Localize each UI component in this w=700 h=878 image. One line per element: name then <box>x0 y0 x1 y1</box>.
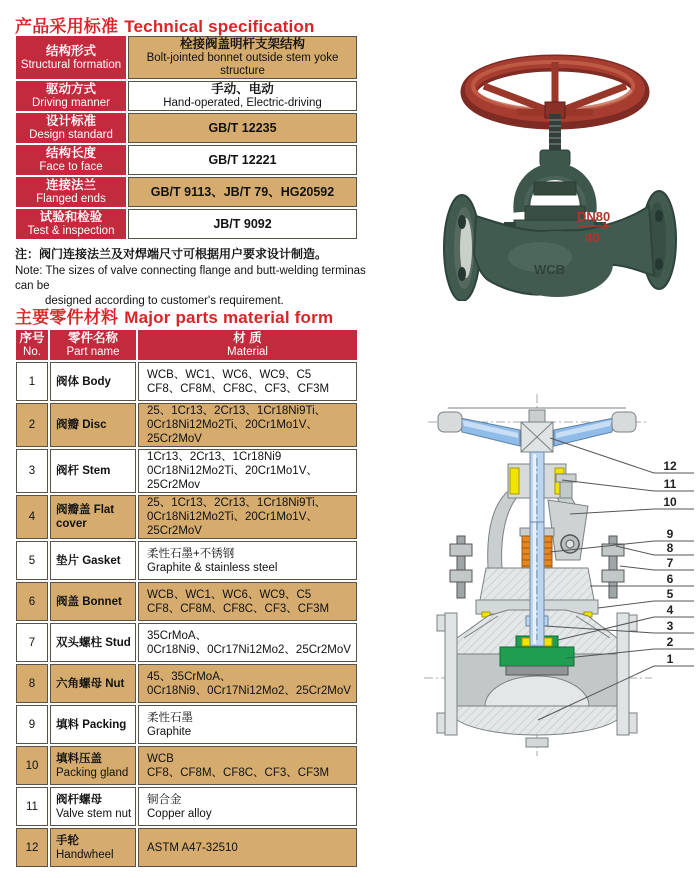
callout-number-5: 5 <box>666 587 674 601</box>
section2-title-en: Major parts material form <box>124 308 334 327</box>
part-material-line2: Copper alloy <box>147 807 212 820</box>
spec-row-value <box>128 209 357 239</box>
callout-number-7: 7 <box>666 556 674 570</box>
callout-number-9: 9 <box>666 527 674 541</box>
section2-title <box>15 303 333 328</box>
part-name <box>50 449 136 493</box>
note-line-en-1: Note: The sizes of valve connecting flange and butt-welding terminas can be <box>15 265 366 292</box>
photo-marking-dn: DN80 <box>577 209 611 224</box>
parts-table-row <box>16 664 357 703</box>
part-material-line1: WCB、WC1、WC6、WC9、C5 <box>147 588 312 601</box>
part-material <box>138 787 357 826</box>
spec-row-value-zh: GB/T 12221 <box>208 152 277 167</box>
part-name-line1: 填料压盖 <box>56 752 102 765</box>
spec-row-label <box>16 209 126 239</box>
spec-row-value-en: Hand-operated, Electric-driving <box>163 97 322 109</box>
section2-title-zh: 主要零件材料 <box>15 308 119 327</box>
note-line-en-2: designed according to customer's requirement. <box>45 295 284 307</box>
spec-row-label <box>16 113 126 143</box>
part-name <box>50 787 136 826</box>
part-name <box>50 705 136 744</box>
part-material <box>138 541 357 580</box>
parts-material-table <box>14 328 359 869</box>
spec-row-value <box>128 36 357 79</box>
diagram-handwheel <box>438 408 636 452</box>
header-material <box>138 330 357 360</box>
part-material-line2: CF8、CF8M、CF8C、CF3、CF3M <box>147 766 330 779</box>
part-no: 11 <box>16 787 48 826</box>
part-material-line1: 铜合金 <box>147 793 182 806</box>
header-no-zh: 序号 <box>19 331 45 345</box>
spec-row-value <box>128 177 357 207</box>
part-name-line1: 垫片 Gasket <box>56 554 121 567</box>
part-name-line1: 阀瓣 Disc <box>56 419 107 431</box>
part-name <box>50 664 136 703</box>
valve-section-diagram <box>398 388 698 770</box>
spec-row-value <box>128 81 357 111</box>
spec-row-label-zh: 结构长度 <box>45 146 96 160</box>
callout-number-10: 10 <box>663 495 677 509</box>
parts-table-row <box>16 403 357 447</box>
valve-photo <box>422 16 694 301</box>
parts-table-row <box>16 449 357 493</box>
part-name <box>50 495 136 539</box>
section1-title-zh: 产品采用标准 <box>15 17 119 36</box>
part-material-line1: 35CrMoA、 <box>147 629 208 642</box>
part-name-line1: 手轮 <box>56 834 79 847</box>
spec-table-row <box>16 209 357 239</box>
parts-table-row <box>16 582 357 621</box>
callout-leader-5 <box>598 601 694 608</box>
parts-table-row <box>16 746 357 785</box>
part-name <box>50 582 136 621</box>
spec-row-label-zh: 驱动方式 <box>45 82 96 96</box>
part-name-line1: 双头螺柱 Stud <box>56 636 131 649</box>
spec-row-value <box>128 113 357 143</box>
part-no: 10 <box>16 746 48 785</box>
part-name-line1: 阀杆螺母 <box>56 793 102 806</box>
header-no-en: No. <box>23 346 41 358</box>
part-name <box>50 623 136 662</box>
photo-marking-body: WCB <box>534 262 566 277</box>
part-material <box>138 403 357 447</box>
technical-spec-table <box>14 34 359 241</box>
header-part-name <box>50 330 136 360</box>
part-name <box>50 403 136 447</box>
part-material-line2: CF8、CF8M、CF8C、CF3、CF3M <box>147 602 330 615</box>
spec-row-label-en: Face to face <box>39 161 103 173</box>
part-material-line2: CF8、CF8M、CF8C、CF3、CF3M <box>147 382 330 395</box>
part-name <box>50 828 136 867</box>
part-name <box>50 541 136 580</box>
spec-row-label <box>16 145 126 175</box>
part-material-line2: 0Cr18Ni12Mo2Ti、20Cr1Mo1V、25Cr2MoV <box>147 419 318 445</box>
parts-table-row <box>16 541 357 580</box>
part-name-line1: 填料 Packing <box>56 718 127 731</box>
callout-number-3: 3 <box>666 619 674 633</box>
part-no: 8 <box>16 664 48 703</box>
parts-table-row <box>16 828 357 867</box>
spec-row-label <box>16 81 126 111</box>
part-material-line2: 0Cr18Ni12Mo2Ti、20Cr1Mo1V、25Cr2Mov <box>147 465 318 491</box>
spec-row-label-en: Structural formation <box>20 58 122 71</box>
parts-table-row <box>16 787 357 826</box>
photo-handwheel <box>469 62 641 121</box>
spec-row-value-zh: GB/T 12235 <box>208 120 277 135</box>
callout-leader-7 <box>620 566 694 570</box>
part-material <box>138 623 357 662</box>
diagram-stem <box>530 452 544 646</box>
spec-row-label-zh: 连接法兰 <box>45 178 96 192</box>
header-no <box>16 330 48 360</box>
spec-row-value-zh: GB/T 9113、JB/T 79、HG20592 <box>150 184 335 199</box>
callout-number-6: 6 <box>666 572 674 586</box>
spec-row-label <box>16 177 126 207</box>
part-material-line1: 柔性石墨+不锈钢 <box>147 547 235 560</box>
spec-table-row <box>16 113 357 143</box>
callout-number-1: 1 <box>666 652 674 666</box>
spec-row-value-en: Bolt-jointed bonnet outside stem yoke structure <box>146 52 339 77</box>
parts-table-header-row <box>16 330 357 360</box>
part-material <box>138 495 357 539</box>
part-material <box>138 664 357 703</box>
part-no: 4 <box>16 495 48 539</box>
part-no: 7 <box>16 623 48 662</box>
part-no: 12 <box>16 828 48 867</box>
part-no: 1 <box>16 362 48 401</box>
part-no: 9 <box>16 705 48 744</box>
spec-row-label-en: Flanged ends <box>36 193 106 205</box>
spec-row-label-zh: 结构形式 <box>45 43 96 58</box>
note-block <box>15 247 385 309</box>
callout-leader-8 <box>616 546 694 555</box>
photo-marking-pn: 40 <box>585 230 600 245</box>
callout-number-12: 12 <box>663 459 677 473</box>
part-material <box>138 362 357 401</box>
spec-row-value-zh: 手动、电动 <box>211 82 274 96</box>
part-material-line1: 25、1Cr13、2Cr13、1Cr18Ni9Ti、 <box>147 405 327 417</box>
header-material-zh: 材 质 <box>233 331 262 345</box>
callout-leader-10 <box>570 509 694 514</box>
spec-row-label-en: Driving manner <box>32 97 110 109</box>
part-name <box>50 362 136 401</box>
spec-row-value-zh: 栓接阀盖明杆支架结构 <box>179 37 305 51</box>
part-no: 6 <box>16 582 48 621</box>
parts-table-row <box>16 623 357 662</box>
callout-number-2: 2 <box>666 635 674 649</box>
part-material-line2: Graphite & stainless steel <box>147 561 278 574</box>
note-line-zh: 注：阀门连接法兰及对焊端尺寸可根据用户要求设计制造。 <box>15 247 328 261</box>
part-material-line1: ASTM A47-32510 <box>147 841 238 854</box>
spec-row-label-en: Test & inspection <box>27 225 115 237</box>
part-name <box>50 746 136 785</box>
part-name-line2: Handwheel <box>56 848 114 861</box>
section1-title-en: Technical specification <box>124 17 315 36</box>
part-material <box>138 449 357 493</box>
part-material <box>138 828 357 867</box>
header-part-name-en: Part name <box>66 346 120 358</box>
spec-row-label-zh: 试验和检验 <box>39 210 103 224</box>
spec-row-value-zh: JB/T 9092 <box>213 216 272 231</box>
header-material-en: Material <box>227 346 268 358</box>
part-name-line1: 六角螺母 Nut <box>56 677 125 690</box>
spec-row-label-en: Design standard <box>29 129 113 141</box>
part-name-line2: Packing gland <box>56 766 129 779</box>
part-name-line1: 阀杆 Stem <box>56 465 111 477</box>
parts-table-row <box>16 495 357 539</box>
part-no: 5 <box>16 541 48 580</box>
part-material <box>138 582 357 621</box>
photo-yoke <box>522 150 588 212</box>
part-material-line2: Graphite <box>147 725 192 738</box>
header-part-name-zh: 零件名称 <box>67 331 118 345</box>
part-name-line1: 阀盖 Bonnet <box>56 595 122 608</box>
callout-number-11: 11 <box>663 477 677 491</box>
part-material-line1: 25、1Cr13、2Cr13、1Cr18Ni9Ti、 <box>147 497 327 509</box>
parts-table-row <box>16 362 357 401</box>
spec-table-row <box>16 81 357 111</box>
part-material-line1: WCB、WC1、WC6、WC9、C5 <box>147 368 312 381</box>
spec-table-row <box>16 145 357 175</box>
part-material-line1: 1Cr13、2Cr13、1Cr18Ni9 <box>147 451 282 463</box>
part-material-line1: 柔性石墨 <box>147 711 193 724</box>
spec-table-row <box>16 177 357 207</box>
part-material <box>138 705 357 744</box>
part-name-line1: 阀瓣盖 Flat cover <box>56 504 115 530</box>
part-material-line2: 0Cr18Ni9、0Cr17Ni12Mo2、25Cr2MoV <box>147 643 351 656</box>
part-no: 2 <box>16 403 48 447</box>
part-material-line2: 0Cr18Ni9、0Cr17Ni12Mo2、25Cr2MoV <box>147 684 351 697</box>
spec-row-label <box>16 36 126 79</box>
spec-row-value <box>128 145 357 175</box>
part-material-line1: WCB <box>147 752 174 765</box>
parts-table-row <box>16 705 357 744</box>
part-no: 3 <box>16 449 48 493</box>
part-material-line1: 45、35CrMoA、 <box>147 670 232 683</box>
callout-number-4: 4 <box>666 603 674 617</box>
spec-row-label-zh: 设计标准 <box>45 114 96 128</box>
callout-number-8: 8 <box>666 541 674 555</box>
part-material <box>138 746 357 785</box>
part-material-line2: 0Cr18Ni12Mo2Ti、20Cr1Mo1V、25Cr2MoV <box>147 511 318 537</box>
spec-table-row <box>16 36 357 79</box>
part-name-line1: 阀体 Body <box>56 375 111 388</box>
part-name-line2: Valve stem nut <box>56 807 132 820</box>
